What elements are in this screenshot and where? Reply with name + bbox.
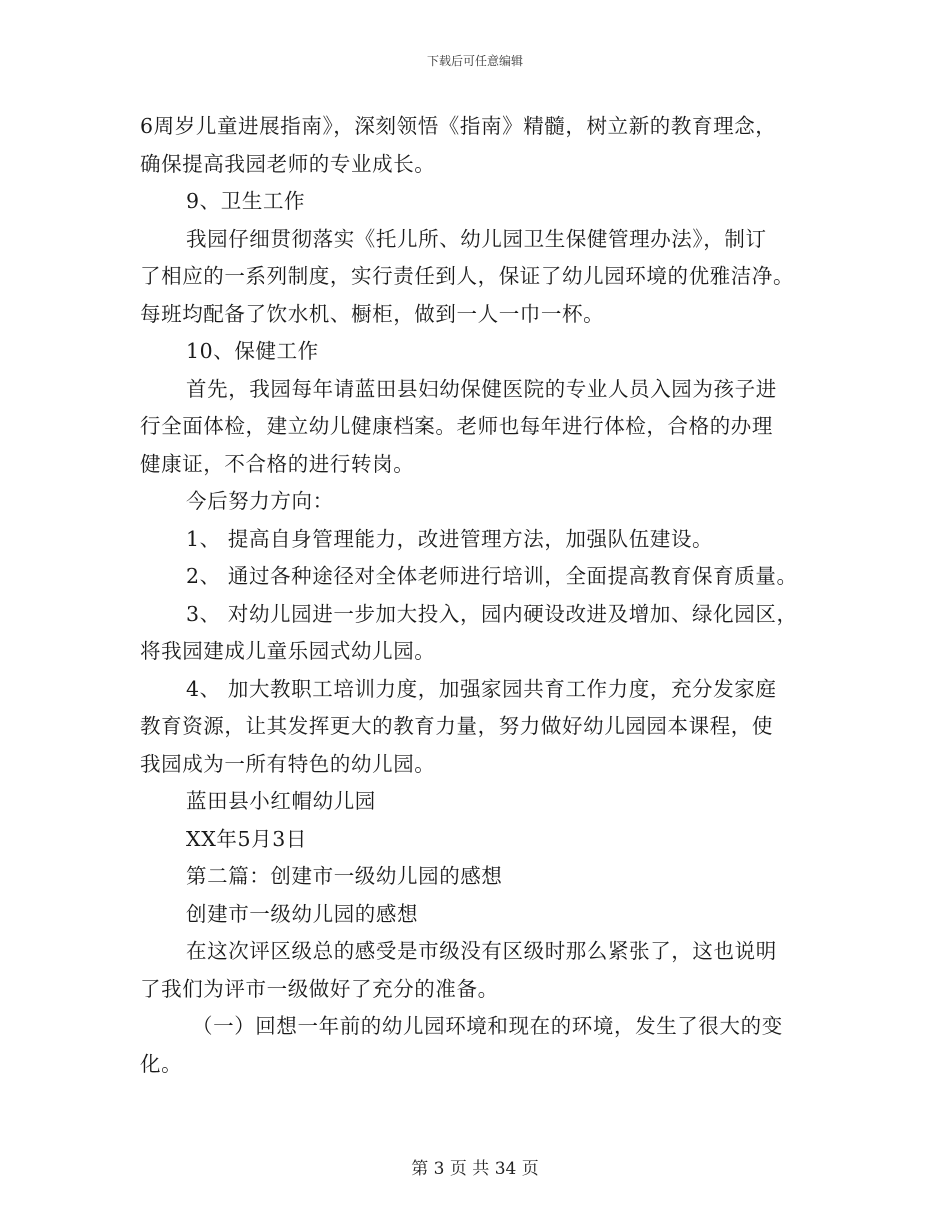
text-line: 了相应的一系列制度，实行责任到人，保证了幼儿园环境的优雅洁净。 [140,264,795,288]
text-line: （一）回想一年前的幼儿园环境和现在的环境，发生了很大的变 [192,1014,783,1038]
page-header: 下载后可任意编辑 [426,54,523,68]
text-line: 行全面体检，建立幼儿健康档案。老师也每年进行体检，合格的办理 [140,414,773,438]
list-item: 4、 加大教职工培训力度，加强家园共育工作力度，充分发家庭 [186,676,777,701]
text-line: 我园成为一所有特色的幼儿园。 [140,751,436,776]
text-line: 教育资源，让其发挥更大的教育力量，努力做好幼儿园园本课程，使 [140,714,773,738]
section-heading: 9、卫生工作 [186,189,306,213]
chapter-title: 第二篇：创建市一级幼儿园的感想 [186,864,503,888]
list-item: 3、 对幼儿园进一步加大投入，园内硬设改进及增加、绿化园区， [186,601,798,626]
section-heading: 今后努力方向： [186,489,334,513]
text-line: 将我园建成儿童乐园式幼儿园。 [140,639,436,663]
text-line: 6周岁儿童进展指南》，深刻领悟《指南》精髓，树立新的教育理念， [140,114,777,138]
text-line: 每班均配备了饮水机、橱柜，做到一人一巾一杯。 [140,301,605,326]
text-line: 了我们为评市一级做好了充分的准备。 [140,976,499,1001]
signature-org: 蓝田县小红帽幼儿园 [186,789,376,813]
text-line: 化。 [140,1051,183,1076]
page-number: 第 3 页 共 34 页 [411,1159,539,1179]
list-item: 2、 通过各种途径对全体老师进行培训，全面提高教育保育质量。 [186,564,798,588]
text-line: 在这次评区级总的感受是市级没有区级时那么紧张了，这也说明 [186,939,777,963]
document-body [140,108,820,1083]
text-line: 确保提高我园老师的专业成长。 [140,151,436,176]
signature-date: XX年5月3日 [186,826,307,851]
text-line: 健康证，不合格的进行转岗。 [140,451,415,476]
list-item: 1、 提高自身管理能力，改进管理方法，加强队伍建设。 [186,526,714,551]
text-line: 我园仔细贯彻落实《托儿所、幼儿园卫生保健管理办法》，制订 [186,226,767,251]
text-line: 首先，我园每年请蓝田县妇幼保健医院的专业人员入园为孩子进 [186,376,777,401]
article-title: 创建市一级幼儿园的感想 [186,901,419,926]
section-heading: 10、保健工作 [186,339,319,363]
